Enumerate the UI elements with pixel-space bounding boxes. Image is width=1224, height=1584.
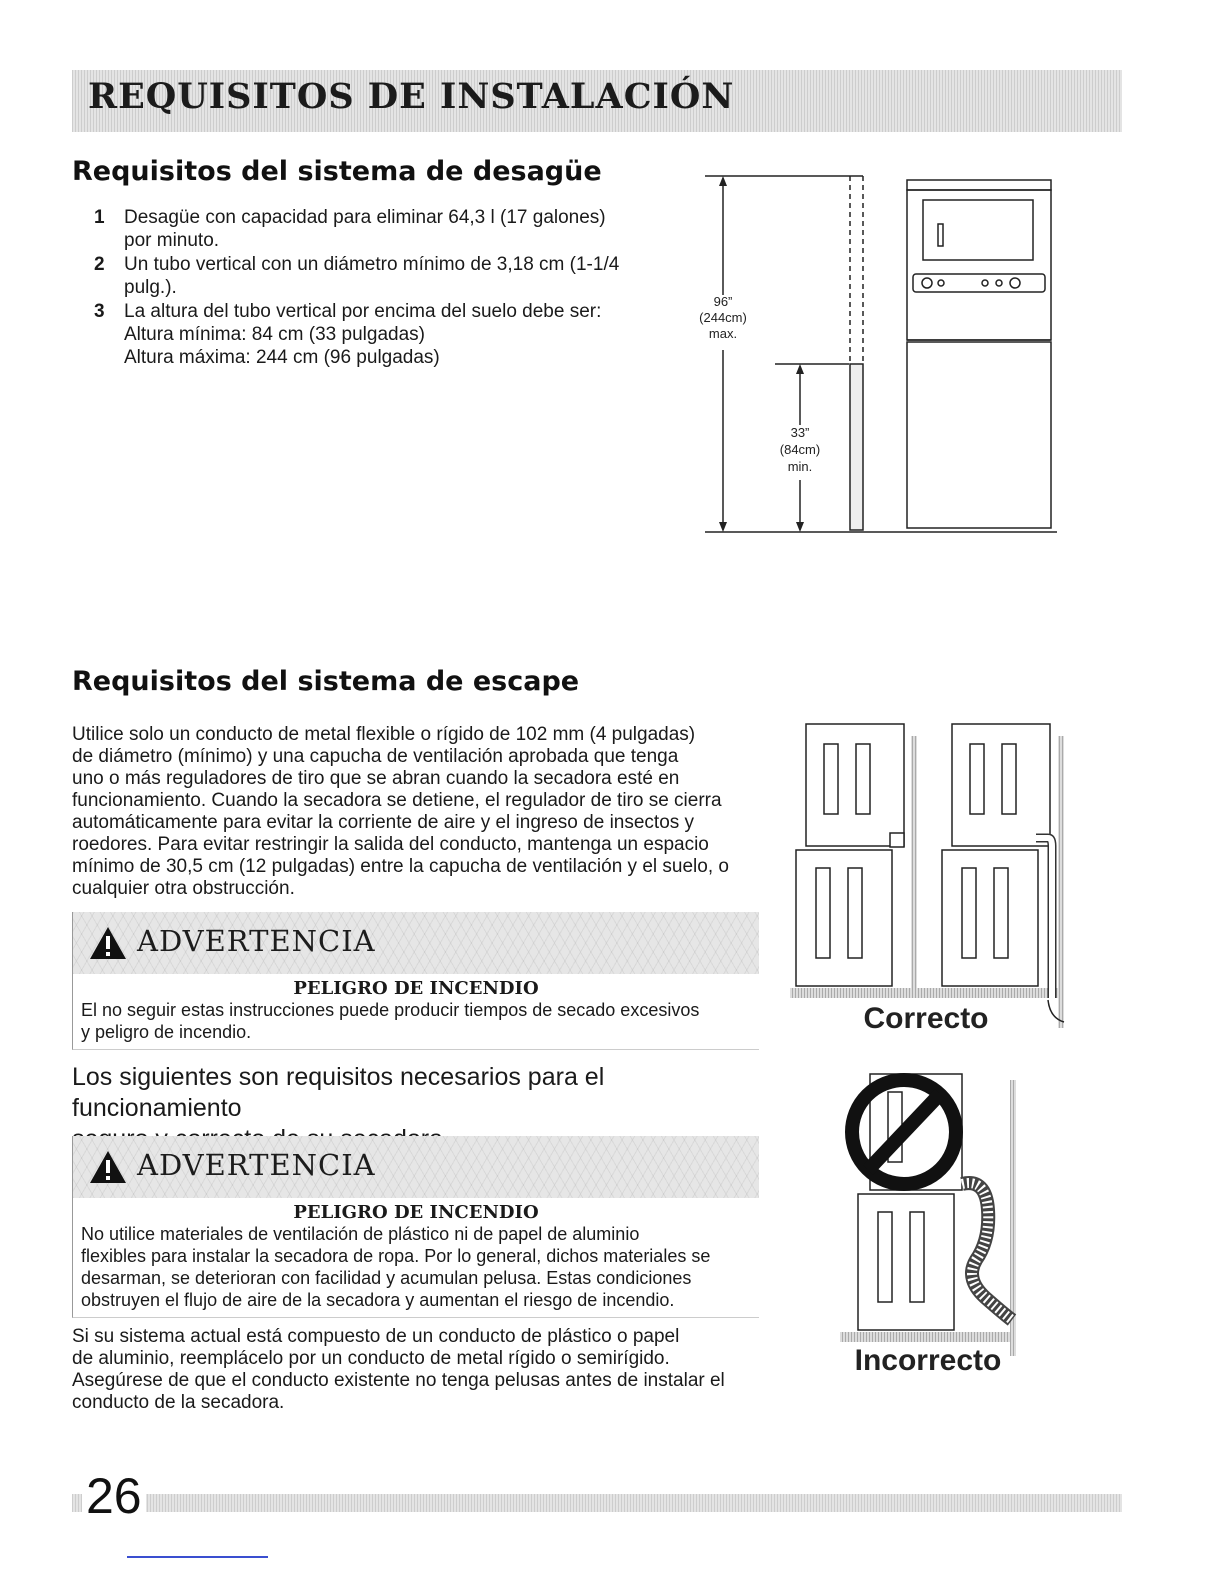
item-text: Desagüe con capacidad para eliminar 64,3 l (17 galones) <box>124 207 606 228</box>
text-line: funcionamiento. Cuando la secadora se detiene, el regulador de tiro se cierra <box>72 790 722 811</box>
text-line: conducto de la secadora. <box>72 1392 285 1413</box>
text-line: mínimo de 30,5 cm (12 pulgadas) entre la capucha de ventilación y el suelo, o <box>72 856 729 877</box>
item-number: 2 <box>94 254 105 275</box>
warning-title: ADVERTENCIA <box>137 1148 376 1182</box>
item-text: Un tubo vertical con un diámetro mínimo de 3,18 cm (1-1/4 <box>124 254 620 275</box>
text-line: Asegúrese de que el conducto existente no tenga pelusas antes de instalar el <box>72 1370 725 1391</box>
text-line: Los siguientes son requisitos necesarios para el funcionamiento <box>72 1063 605 1122</box>
item-text: Altura mínima: 84 cm (33 pulgadas) <box>124 324 425 345</box>
text-line: automáticamente para evitar la corriente de aire y el ingreso de insectos y <box>72 812 695 833</box>
text-line: Si su sistema actual está compuesto de un conducto de plástico o papel <box>72 1326 680 1347</box>
footer-bar <box>72 1494 1122 1512</box>
text-line: Utilice solo un conducto de metal flexible o rígido de 102 mm (4 pulgadas) <box>72 724 696 745</box>
item-number: 1 <box>94 207 105 228</box>
min-height-label: (84cm) <box>779 442 821 457</box>
max-height-label: max. <box>708 326 738 341</box>
text-line: roedores. Para evitar restringir la salida del conducto, mantenga un espacio <box>72 834 709 855</box>
incorrect-label: Incorrecto <box>854 1344 1002 1377</box>
text-line: de aluminio, reemplácelo por un conducto de metal rígido o semirígido. <box>72 1348 670 1369</box>
warning-triangle-icon <box>89 926 127 960</box>
drain-section-title: Requisitos del sistema de desagüe <box>72 156 602 187</box>
warning-title: ADVERTENCIA <box>137 924 376 958</box>
warning-triangle-icon <box>89 1150 127 1184</box>
correct-venting-illustration <box>786 718 1086 1038</box>
incorrect-venting-illustration <box>836 1070 1066 1390</box>
max-height-label: (244cm) <box>699 310 747 325</box>
drain-height-diagram <box>695 170 1065 540</box>
max-height-label: 96” <box>713 294 733 309</box>
item-text: por minuto. <box>124 230 220 251</box>
list-item <box>94 206 674 252</box>
page-title: REQUISITOS DE INSTALACIÓN <box>88 76 735 117</box>
warning-subtitle: PELIGRO DE INCENDIO <box>293 978 539 999</box>
warning-text <box>73 999 759 1049</box>
closing-paragraph <box>72 1326 772 1414</box>
text-line: uno o más reguladores de tiro que se abran cuando la secadora esté en <box>72 768 680 789</box>
min-height-label: min. <box>787 459 813 474</box>
text-line: cualquier otra obstrucción. <box>72 878 295 899</box>
text-line: de diámetro (mínimo) y una capucha de ventilación aprobada que tenga <box>72 746 679 767</box>
text-line: y peligro de incendio. <box>81 1022 252 1042</box>
drain-requirements-list <box>94 206 674 370</box>
item-text: Altura máxima: 244 cm (96 pulgadas) <box>124 347 440 368</box>
text-line: No utilice materiales de ventilación de plástico ni de papel de aluminio <box>81 1224 640 1244</box>
exhaust-section-title: Requisitos del sistema de escape <box>72 666 580 697</box>
fire-warning-box <box>72 912 759 1050</box>
warning-header <box>73 1136 759 1198</box>
warning-text <box>73 1223 759 1317</box>
text-line: El no seguir estas instrucciones puede producir tiempos de secado excesivos <box>81 1000 700 1020</box>
item-number: 3 <box>94 301 105 322</box>
header-banner <box>72 70 1122 132</box>
item-text: pulg.). <box>124 277 177 298</box>
warning-subtitle: PELIGRO DE INCENDIO <box>293 1202 539 1223</box>
list-item <box>94 300 674 369</box>
warning-header <box>73 912 759 974</box>
fire-warning-box <box>72 1136 759 1318</box>
correct-label: Correcto <box>863 1002 989 1035</box>
page-number: 26 <box>82 1466 146 1526</box>
text-line: obstruyen el flujo de aire de la secadora y aumentan el riesgo de incendio. <box>81 1290 675 1310</box>
item-text: La altura del tubo vertical por encima del suelo debe ser: <box>124 301 602 322</box>
text-line: desarman, se deterioran con facilidad y acumulan pelusa. Estas condiciones <box>81 1268 692 1288</box>
list-item <box>94 253 674 299</box>
blue-underline <box>127 1556 268 1558</box>
text-line: flexibles para instalar la secadora de ropa. Por lo general, dichos materiales se <box>81 1246 711 1266</box>
min-height-label: 33” <box>790 425 810 440</box>
exhaust-paragraph <box>72 724 772 900</box>
